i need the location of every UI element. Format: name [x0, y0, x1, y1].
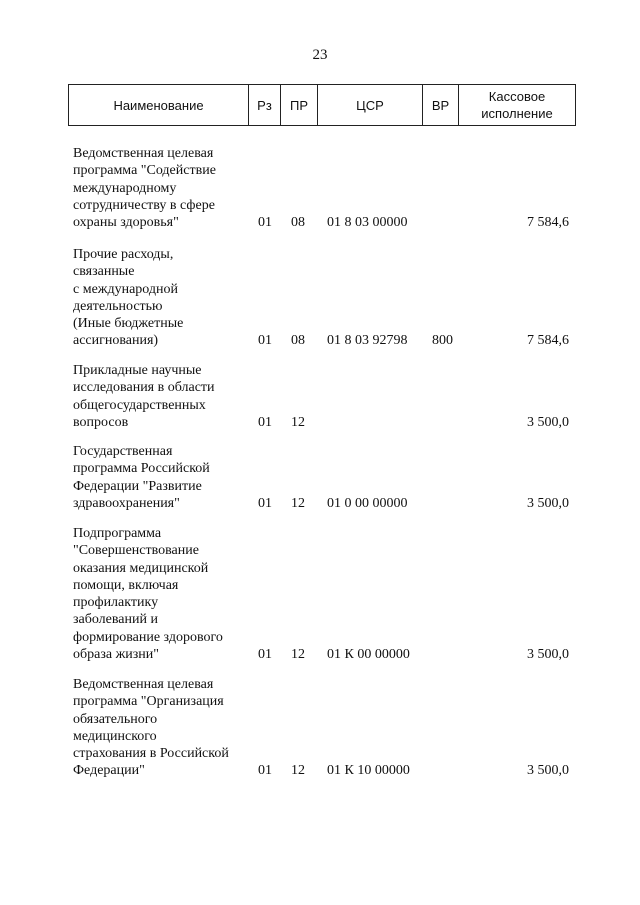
row-pr: 12 [291, 647, 305, 662]
row-csr: 01 8 03 00000 [327, 215, 408, 230]
header-vr: ВР [423, 85, 459, 125]
page-number: 23 [312, 47, 328, 63]
row-rz: 01 [258, 496, 272, 511]
row-amount: 7 584,6 [527, 333, 569, 348]
row-name: Ведомственная целевая программа "Содействие международному сотрудничеству в сфере охраны здоровья" [73, 146, 216, 231]
row-pr: 12 [291, 415, 305, 430]
header-amount: Кассовое исполнение [481, 89, 553, 121]
row-name: Ведомственная целевая программа "Организация обязательного медицинского страхования в Российской Федерации" [73, 677, 229, 779]
row-amount: 3 500,0 [527, 763, 569, 778]
row-csr: 01 0 00 00000 [327, 496, 408, 511]
row-amount: 3 500,0 [527, 647, 569, 662]
row-rz: 01 [258, 763, 272, 778]
row-amount: 7 584,6 [527, 215, 569, 230]
table-header [68, 84, 576, 126]
header-rz: Рз [249, 85, 281, 125]
row-pr: 12 [291, 763, 305, 778]
row-vr: 800 [432, 333, 453, 348]
row-amount: 3 500,0 [527, 496, 569, 511]
row-amount: 3 500,0 [527, 415, 569, 430]
row-pr: 08 [291, 333, 305, 348]
row-csr: 01 К 00 00000 [327, 647, 410, 662]
row-name: Подпрограмма "Совершенствование оказания медицинской помощи, включая профилактику заболеваний и формирование здорового образа жизни" [73, 526, 223, 663]
row-rz: 01 [258, 647, 272, 662]
row-rz: 01 [258, 215, 272, 230]
header-csr: ЦСР [318, 85, 423, 125]
row-rz: 01 [258, 415, 272, 430]
row-pr: 08 [291, 215, 305, 230]
header-pr: ПР [281, 85, 318, 125]
row-name: Государственная программа Российской Федерации "Развитие здравоохранения" [73, 444, 210, 511]
row-csr: 01 К 10 00000 [327, 763, 410, 778]
row-csr: 01 8 03 92798 [327, 333, 408, 348]
row-name: Прочие расходы, связанные с международной деятельностью (Иные бюджетные ассигнования) [73, 247, 184, 349]
row-rz: 01 [258, 333, 272, 348]
row-pr: 12 [291, 496, 305, 511]
row-name: Прикладные научные исследования в области общегосударственных вопросов [73, 363, 215, 430]
header-name: Наименование [69, 85, 249, 125]
